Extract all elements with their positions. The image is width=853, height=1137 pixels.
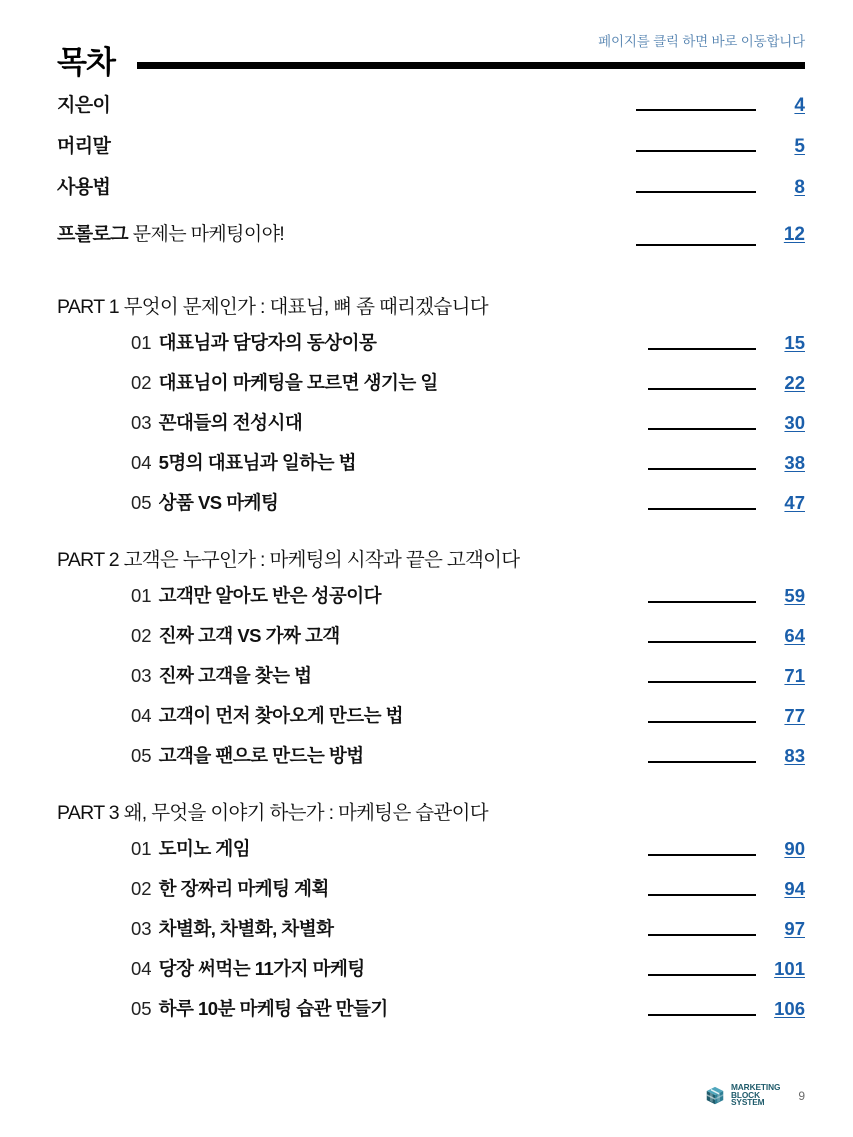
chapter-number: 05 — [131, 998, 152, 1019]
toc-entry-label: 진짜 고객 VS 가짜 고객 — [158, 625, 340, 646]
toc-entry-chapter[interactable] — [57, 955, 805, 995]
chapter-number: 05 — [131, 745, 152, 766]
marketing-block-system-logo — [704, 1084, 780, 1107]
toc-entry-page[interactable]: 47 — [784, 492, 805, 513]
toc-entry-label: 지은이 — [57, 95, 111, 116]
toc-entry-chapter[interactable] — [57, 449, 805, 489]
toc-entry-chapter[interactable] — [57, 995, 805, 1035]
toc-entry-chapter[interactable] — [57, 702, 805, 742]
page-title: 목차 — [57, 44, 115, 80]
cube-icon — [704, 1085, 726, 1107]
chapter-number: 02 — [131, 878, 152, 899]
chapter-number: 03 — [131, 918, 152, 939]
part-block-3 — [57, 786, 805, 1035]
toc-entry-page[interactable]: 4 — [794, 95, 805, 116]
toc-entry-page[interactable]: 5 — [794, 136, 805, 157]
toc-entry-chapter[interactable] — [57, 369, 805, 409]
leader-line — [124, 151, 756, 152]
toc-entry-front[interactable] — [57, 131, 805, 172]
chapter-number: 02 — [131, 372, 152, 393]
toc-entry-chapter[interactable] — [57, 489, 805, 529]
leader-line — [347, 935, 756, 936]
toc-entry-front[interactable] — [57, 90, 805, 131]
chapter-number: 01 — [131, 332, 152, 353]
toc-entry-page[interactable]: 90 — [784, 838, 805, 859]
logo-line-2: BLOCK — [730, 1089, 760, 1100]
toc-entry-page[interactable]: 97 — [784, 918, 805, 939]
toc-entry-label — [57, 219, 284, 246]
leader-line — [417, 722, 756, 723]
leader-line — [264, 855, 756, 856]
chapter-number: 04 — [131, 452, 152, 473]
title-divider — [137, 62, 805, 69]
part-block-1 — [57, 280, 805, 529]
leader-line — [343, 895, 756, 896]
prologue-title: 문제는 마케팅이야! — [128, 224, 285, 245]
leader-line — [124, 110, 756, 111]
logo-line-3: SYSTEM — [730, 1097, 765, 1108]
leader-line — [395, 602, 756, 603]
toc-entry-label: 한 장짜리 마케팅 계획 — [158, 878, 329, 899]
toc-entry-chapter[interactable] — [57, 329, 805, 369]
toc-entry-page[interactable]: 94 — [784, 878, 805, 899]
toc-entry-label: 도미노 게임 — [158, 838, 251, 859]
toc-title-row — [57, 42, 805, 82]
toc-entry-label: 고객이 먼저 찾아오게 만드는 법 — [158, 705, 403, 726]
leader-line — [325, 682, 756, 683]
part-block-2 — [57, 533, 805, 782]
toc-entry-page[interactable]: 30 — [784, 412, 805, 433]
leader-line — [298, 245, 756, 246]
toc-entry-chapter[interactable] — [57, 662, 805, 702]
leader-line — [316, 429, 756, 430]
toc-entry-label: 고객만 알아도 반은 성공이다 — [158, 585, 381, 606]
toc-entry-label: 하루 10분 마케팅 습관 만들기 — [158, 998, 388, 1019]
leader-line — [370, 469, 756, 470]
toc-entry-page[interactable]: 101 — [774, 958, 805, 979]
toc-entry-page[interactable]: 59 — [784, 585, 805, 606]
leader-line — [390, 349, 756, 350]
toc-entry-page[interactable]: 12 — [783, 224, 805, 245]
toc-entry-label: 진짜 고객을 찾는 법 — [158, 665, 312, 686]
chapter-number: 01 — [131, 585, 152, 606]
leader-line — [379, 975, 756, 976]
leader-line — [452, 389, 756, 390]
leader-line — [124, 192, 756, 193]
chapter-number: 03 — [131, 665, 152, 686]
toc-entry-chapter[interactable] — [57, 742, 805, 782]
toc-entry-label: 당장 써먹는 11가지 마케팅 — [158, 958, 365, 979]
logo-line-1: MARKETING — [730, 1082, 781, 1093]
leader-line — [378, 762, 756, 763]
prologue-tag: 프롤로그 — [57, 224, 129, 245]
header-note: 페이지를 클릭 하면 바로 이동합니다 — [598, 34, 805, 49]
toc-entry-label: 5명의 대표님과 일하는 법 — [158, 452, 356, 473]
chapter-number: 01 — [131, 838, 152, 859]
chapter-number: 04 — [131, 705, 152, 726]
chapter-number: 05 — [131, 492, 152, 513]
toc-entry-label: 고객을 팬으로 만드는 방법 — [158, 745, 364, 766]
toc-entry-chapter[interactable] — [57, 622, 805, 662]
toc-entry-label: 대표님과 담당자의 동상이몽 — [158, 332, 377, 353]
toc-entry-label: 상품 VS 마케팅 — [158, 492, 279, 513]
toc-entry-page[interactable]: 83 — [784, 745, 805, 766]
leader-line — [402, 1015, 756, 1016]
toc-entry-chapter[interactable] — [57, 409, 805, 449]
part-heading: PART 2 고객은 누구인가 : 마케팅의 시작과 끝은 고객이다 — [57, 548, 520, 571]
toc-entry-label: 차별화, 차별화, 차별화 — [158, 918, 334, 939]
toc-list — [57, 90, 805, 1035]
toc-entry-chapter[interactable] — [57, 835, 805, 875]
toc-entry-chapter[interactable] — [57, 875, 805, 915]
toc-entry-chapter[interactable] — [57, 582, 805, 622]
toc-entry-label: 대표님이 마케팅을 모르면 생기는 일 — [158, 372, 438, 393]
toc-entry-label: 머리말 — [57, 136, 111, 157]
toc-entry-label: 사용법 — [57, 177, 111, 198]
leader-line — [354, 642, 756, 643]
toc-entry-page[interactable]: 64 — [784, 625, 805, 646]
toc-entry-page[interactable]: 71 — [784, 665, 805, 686]
leader-line — [292, 509, 756, 510]
toc-entry-chapter[interactable] — [57, 915, 805, 955]
toc-entry-front[interactable] — [57, 172, 805, 213]
toc-entry-page[interactable]: 106 — [774, 998, 805, 1019]
footer-page-number: 9 — [798, 1088, 805, 1103]
toc-entry-page[interactable]: 15 — [784, 332, 805, 353]
part-heading: PART 1 무엇이 문제인가 : 대표님, 뼈 좀 때리겠습니다 — [57, 295, 488, 318]
toc-entry-page[interactable]: 38 — [784, 452, 805, 473]
toc-entry-prologue[interactable] — [57, 219, 805, 271]
chapter-number: 03 — [131, 412, 152, 433]
part-heading: PART 3 왜, 무엇을 이야기 하는가 : 마케팅은 습관이다 — [57, 801, 488, 824]
toc-entry-page[interactable]: 8 — [794, 177, 805, 198]
toc-entry-label: 꼰대들의 전성시대 — [158, 412, 303, 433]
toc-entry-page[interactable]: 77 — [784, 705, 805, 726]
toc-entry-page[interactable]: 22 — [784, 372, 805, 393]
chapter-number: 04 — [131, 958, 152, 979]
logo-wordmark — [731, 1084, 780, 1107]
chapter-number: 02 — [131, 625, 152, 646]
footer — [704, 1084, 805, 1107]
